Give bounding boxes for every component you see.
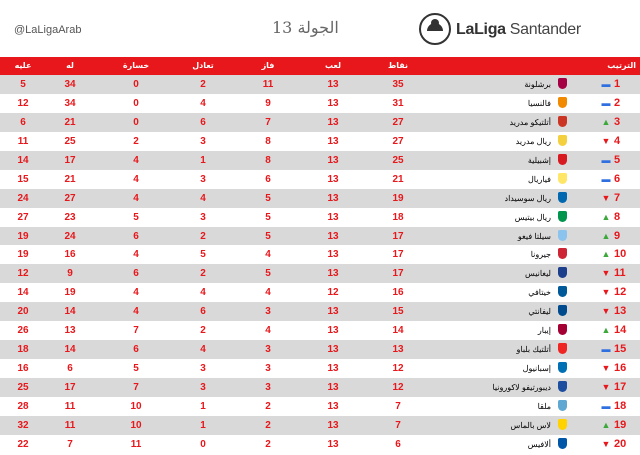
header-won: فاز (261, 61, 275, 70)
team-crest-icon (555, 381, 569, 394)
laliga-logo (418, 12, 628, 48)
rank-number: 19 (614, 418, 627, 431)
cell-points: 7 (395, 419, 401, 431)
team-name[interactable]: ديبورتيفو لاكورونيا (492, 383, 551, 392)
cell-lost: 4 (133, 249, 139, 261)
cell-lost: 0 (133, 79, 139, 90)
cell-points: 6 (395, 438, 401, 450)
cell-goals-for: 21 (64, 116, 76, 128)
team-name[interactable]: إيبار (537, 326, 551, 336)
header (0, 0, 640, 57)
cell-points: 13 (392, 344, 404, 356)
crest-shape (558, 154, 567, 165)
crest-shape (558, 248, 567, 259)
arrow-down-icon: ▼ (601, 192, 611, 203)
table-row[interactable] (0, 75, 640, 94)
cell-points: 27 (392, 135, 404, 147)
table-row[interactable] (0, 435, 640, 454)
cell-goals-against: 6 (20, 116, 26, 128)
cell-goals-against: 11 (17, 135, 29, 147)
team-name[interactable]: خيتافي (528, 288, 551, 298)
arrow-down-icon: ▼ (601, 287, 611, 298)
cell-goals-against: 19 (17, 230, 29, 242)
header-points: نقاط (387, 61, 409, 70)
no-change-icon: ▬ (601, 344, 611, 355)
table-row[interactable] (0, 94, 640, 113)
cell-lost: 0 (133, 97, 139, 109)
cell-points: 12 (392, 382, 404, 393)
team-crest-icon (555, 305, 569, 318)
team-name[interactable]: إشبيلية (527, 155, 551, 165)
team-name[interactable]: ريال بيتيس (514, 212, 551, 222)
cell-played: 12 (327, 287, 339, 299)
rank-number: 15 (614, 343, 627, 356)
cell-won: 7 (265, 116, 271, 128)
team-crest-icon (555, 78, 569, 91)
cell-drawn: 3 (200, 173, 206, 185)
cell-goals-against: 14 (17, 287, 29, 299)
cell-lost: 7 (133, 382, 139, 393)
table-row[interactable] (0, 151, 640, 170)
cell-played: 13 (327, 325, 339, 337)
cell-won: 3 (265, 344, 271, 356)
table-row[interactable] (0, 189, 640, 208)
crest-shape (558, 381, 567, 392)
cell-won: 5 (265, 211, 271, 223)
arrow-up-icon: ▲ (601, 419, 611, 430)
cell-goals-for: 7 (67, 438, 73, 450)
cell-drawn: 1 (200, 400, 206, 412)
arrow-down-icon: ▼ (601, 382, 611, 392)
team-name[interactable]: فياريال (527, 174, 551, 184)
cell-points: 17 (392, 249, 404, 261)
cell-won: 8 (265, 154, 271, 166)
cell-points: 18 (392, 211, 404, 223)
cell-points: 16 (392, 287, 404, 299)
table-row[interactable] (0, 170, 640, 189)
cell-goals-against: 28 (17, 400, 29, 412)
cell-played: 13 (327, 211, 339, 223)
team-crest-icon (555, 192, 569, 205)
arrow-down-icon: ▼ (601, 438, 611, 449)
team-name[interactable]: ليفانتي (528, 307, 551, 317)
rank-number: 11 (614, 267, 626, 280)
table-row[interactable] (0, 245, 640, 264)
cell-goals-for: 6 (67, 363, 73, 375)
team-name[interactable]: أتلتيكو مدريد (509, 117, 551, 127)
cell-drawn: 2 (200, 79, 206, 90)
cell-goals-against: 12 (17, 97, 29, 109)
cell-won: 6 (265, 173, 271, 185)
cell-lost: 6 (133, 268, 139, 280)
cell-goals-against: 16 (17, 363, 29, 375)
crest-shape (558, 305, 567, 316)
table-row[interactable] (0, 416, 640, 435)
crest-shape (558, 438, 567, 449)
crest-shape (558, 343, 567, 354)
team-crest-icon (555, 400, 569, 413)
cell-goals-against: 32 (17, 419, 29, 431)
cell-drawn: 2 (200, 230, 206, 242)
cell-lost: 4 (133, 173, 139, 185)
team-crest-icon (555, 116, 569, 129)
rank-number: 20 (614, 437, 627, 450)
arrow-down-icon: ▼ (601, 135, 611, 146)
table-row[interactable] (0, 227, 640, 246)
no-change-icon: ▬ (601, 173, 611, 184)
cell-goals-for: 9 (67, 268, 73, 280)
cell-played: 13 (327, 230, 339, 242)
cell-lost: 10 (130, 419, 142, 431)
rank-number: 18 (614, 399, 627, 412)
cell-goals-against: 20 (17, 306, 29, 318)
cell-won: 5 (265, 230, 271, 242)
team-name[interactable]: لاس بالماس (510, 420, 551, 430)
crest-shape (558, 419, 567, 430)
rank-number: 14 (614, 324, 627, 337)
header-goals-for: له (66, 61, 74, 70)
cell-played: 13 (327, 173, 339, 185)
cell-drawn: 2 (200, 268, 206, 280)
cell-drawn: 4 (200, 192, 206, 204)
rank-number: 2 (614, 96, 621, 109)
team-name[interactable]: ريال سوسيداد (504, 193, 551, 203)
cell-won: 2 (265, 400, 271, 412)
cell-played: 13 (327, 249, 339, 261)
header-drawn: تعادل (192, 61, 214, 70)
cell-drawn: 6 (200, 306, 206, 318)
cell-points: 7 (395, 400, 401, 412)
rank-number: 13 (614, 305, 627, 318)
arrow-down-icon: ▼ (601, 363, 611, 374)
rank-number: 10 (614, 248, 627, 261)
table-row[interactable] (0, 113, 640, 132)
table-row[interactable] (0, 359, 640, 378)
cell-goals-for: 19 (64, 287, 76, 299)
table-row[interactable] (0, 132, 640, 151)
crest-shape (558, 97, 567, 108)
cell-goals-for: 17 (64, 154, 76, 166)
round-title: الجولة 13 (272, 18, 339, 37)
crest-shape (558, 116, 567, 127)
cell-goals-for: 11 (64, 400, 76, 412)
cell-points: 35 (392, 79, 404, 90)
cell-lost: 11 (130, 438, 142, 450)
cell-goals-against: 18 (17, 344, 29, 356)
rank-number: 6 (614, 172, 621, 185)
cell-drawn: 2 (200, 325, 206, 337)
cell-lost: 4 (133, 306, 139, 318)
cell-won: 2 (265, 419, 271, 431)
rank-number: 9 (614, 229, 621, 242)
team-name[interactable]: ليغانيس (525, 269, 551, 279)
cell-played: 13 (327, 97, 339, 109)
cell-lost: 4 (133, 287, 139, 299)
cell-played: 13 (327, 79, 339, 90)
cell-played: 13 (327, 344, 339, 356)
rank-number: 5 (614, 153, 621, 166)
cell-points: 19 (392, 192, 404, 204)
cell-points: 17 (392, 230, 404, 242)
cell-goals-for: 27 (64, 192, 76, 204)
cell-goals-for: 34 (64, 97, 76, 109)
cell-played: 13 (327, 192, 339, 204)
cell-goals-against: 14 (17, 154, 29, 166)
arrow-up-icon: ▲ (601, 249, 611, 260)
cell-drawn: 6 (200, 116, 206, 128)
cell-lost: 10 (130, 400, 142, 412)
header-lost: خسارة (122, 61, 150, 70)
cell-played: 13 (327, 116, 339, 128)
crest-shape (558, 362, 567, 373)
crest-shape (558, 211, 567, 222)
rank-number: 3 (614, 115, 621, 128)
cell-won: 4 (265, 325, 271, 337)
cell-points: 31 (392, 97, 404, 109)
rank-number: 12 (614, 286, 627, 299)
crest-shape (558, 267, 567, 278)
cell-goals-against: 22 (17, 438, 29, 450)
team-crest-icon (555, 211, 569, 224)
team-name[interactable]: ملقا (537, 401, 551, 411)
team-name[interactable]: أتلتيك بلباو (516, 345, 551, 355)
cell-won: 3 (265, 306, 271, 318)
cell-lost: 6 (133, 344, 139, 356)
team-crest-icon (555, 362, 569, 375)
cell-goals-against: 19 (17, 249, 29, 261)
arrow-down-icon: ▼ (601, 268, 611, 279)
team-crest-icon (555, 135, 569, 148)
cell-played: 13 (327, 438, 339, 450)
cell-won: 5 (265, 268, 271, 280)
arrow-down-icon: ▼ (601, 306, 611, 317)
cell-drawn: 0 (200, 438, 206, 450)
cell-points: 21 (392, 173, 404, 185)
cell-goals-for: 17 (64, 382, 76, 393)
cell-played: 13 (327, 306, 339, 318)
cell-lost: 5 (133, 363, 139, 375)
cell-drawn: 3 (200, 363, 206, 375)
team-crest-icon (555, 438, 569, 451)
team-name[interactable]: ريال مدريد (515, 136, 551, 146)
header-played: لعب (325, 61, 341, 70)
cell-won: 5 (265, 192, 271, 204)
cell-played: 13 (327, 268, 339, 280)
cell-drawn: 4 (200, 344, 206, 356)
team-crest-icon (555, 343, 569, 356)
cell-drawn: 3 (200, 135, 206, 147)
table-header (0, 57, 640, 75)
cell-lost: 4 (133, 154, 139, 166)
rank-number: 16 (614, 362, 627, 375)
cell-points: 12 (392, 363, 404, 375)
cell-goals-for: 14 (64, 306, 76, 318)
table-row[interactable] (0, 321, 640, 340)
arrow-up-icon: ▲ (601, 116, 611, 127)
header-goals-against: عليه (14, 61, 32, 70)
cell-won: 2 (265, 438, 271, 450)
cell-goals-against: 24 (17, 192, 29, 204)
crest-shape (558, 230, 567, 241)
cell-goals-for: 11 (64, 419, 76, 431)
cell-goals-for: 25 (64, 135, 76, 147)
table-row[interactable] (0, 397, 640, 416)
cell-goals-for: 34 (64, 79, 76, 90)
crest-shape (558, 286, 567, 297)
cell-won: 8 (265, 135, 271, 147)
table-row[interactable] (0, 378, 640, 397)
cell-won: 11 (262, 79, 274, 90)
cell-played: 13 (327, 154, 339, 166)
cell-played: 13 (327, 135, 339, 147)
no-change-icon: ▬ (601, 400, 611, 411)
table-row[interactable] (0, 340, 640, 359)
cell-goals-for: 23 (64, 211, 76, 223)
table-row[interactable] (0, 208, 640, 227)
cell-lost: 7 (133, 325, 139, 337)
arrow-up-icon: ▲ (601, 211, 611, 222)
cell-points: 25 (392, 154, 404, 166)
cell-drawn: 3 (200, 211, 206, 223)
cell-lost: 5 (133, 211, 139, 223)
laliga-logo-icon (418, 12, 452, 46)
cell-won: 4 (265, 249, 271, 261)
cell-points: 27 (392, 116, 404, 128)
cell-drawn: 4 (200, 97, 206, 109)
cell-lost: 2 (133, 135, 139, 147)
cell-played: 13 (327, 400, 339, 412)
team-crest-icon (555, 97, 569, 110)
cell-drawn: 3 (200, 382, 206, 393)
crest-shape (558, 135, 567, 146)
team-name[interactable]: جيرونا (530, 250, 551, 260)
cell-points: 17 (392, 268, 404, 280)
cell-won: 3 (265, 382, 271, 393)
crest-shape (558, 78, 567, 89)
cell-won: 3 (265, 363, 271, 375)
cell-goals-against: 26 (17, 325, 29, 337)
cell-played: 13 (327, 382, 339, 393)
cell-goals-for: 13 (64, 325, 76, 337)
rank-number: 1 (614, 78, 621, 90)
no-change-icon: ▬ (601, 79, 611, 89)
cell-drawn: 5 (200, 249, 206, 261)
table-row[interactable] (0, 302, 640, 321)
brand-text (456, 21, 581, 39)
table-row[interactable] (0, 264, 640, 283)
cell-goals-against: 15 (17, 173, 29, 185)
team-crest-icon (555, 419, 569, 432)
cell-goals-for: 14 (64, 344, 76, 356)
team-crest-icon (555, 248, 569, 261)
rank-number: 17 (614, 381, 627, 393)
cell-goals-against: 5 (20, 79, 26, 90)
team-crest-icon (555, 286, 569, 299)
rank-number: 8 (614, 210, 621, 223)
team-crest-icon (555, 267, 569, 280)
cell-goals-for: 21 (64, 173, 76, 185)
cell-drawn: 1 (200, 154, 206, 166)
cell-lost: 0 (133, 116, 139, 128)
team-name[interactable]: ألافيس (527, 439, 551, 449)
rank-header: الترتيب (607, 61, 636, 70)
team-crest-icon (555, 154, 569, 167)
brand-laliga: LaLiga (456, 21, 506, 38)
team-name[interactable]: فالنسيا (527, 98, 551, 108)
cell-goals-against: 27 (17, 211, 29, 223)
team-name[interactable]: إسبانيول (522, 364, 551, 374)
arrow-up-icon: ▲ (601, 230, 611, 241)
cell-lost: 4 (133, 192, 139, 204)
cell-won: 9 (265, 97, 271, 109)
team-name[interactable]: برشلونة (524, 80, 551, 89)
cell-drawn: 1 (200, 419, 206, 431)
no-change-icon: ▬ (601, 154, 611, 165)
cell-lost: 6 (133, 230, 139, 242)
brand-santander: Santander (509, 21, 581, 38)
rank-number: 7 (614, 191, 621, 204)
rank-number: 4 (614, 134, 621, 147)
cell-points: 14 (392, 325, 404, 337)
team-crest-icon (555, 324, 569, 337)
cell-points: 15 (392, 306, 404, 318)
arrow-up-icon: ▲ (601, 325, 611, 336)
crest-shape (558, 324, 567, 335)
standings-table (0, 75, 640, 454)
cell-goals-for: 16 (64, 249, 76, 261)
team-crest-icon (555, 173, 569, 186)
crest-shape (558, 192, 567, 203)
team-crest-icon (555, 230, 569, 243)
cell-won: 4 (265, 287, 271, 299)
crest-shape (558, 400, 567, 411)
table-row[interactable] (0, 283, 640, 302)
team-name[interactable]: سيلتا فيغو (517, 231, 551, 241)
cell-drawn: 4 (200, 287, 206, 299)
cell-played: 13 (327, 363, 339, 375)
twitter-handle: @LaLigaArab (14, 24, 82, 36)
cell-goals-against: 12 (17, 268, 29, 280)
cell-goals-for: 24 (64, 230, 76, 242)
crest-shape (558, 173, 567, 184)
no-change-icon: ▬ (601, 97, 611, 108)
cell-played: 13 (327, 419, 339, 431)
cell-goals-against: 25 (17, 382, 29, 393)
